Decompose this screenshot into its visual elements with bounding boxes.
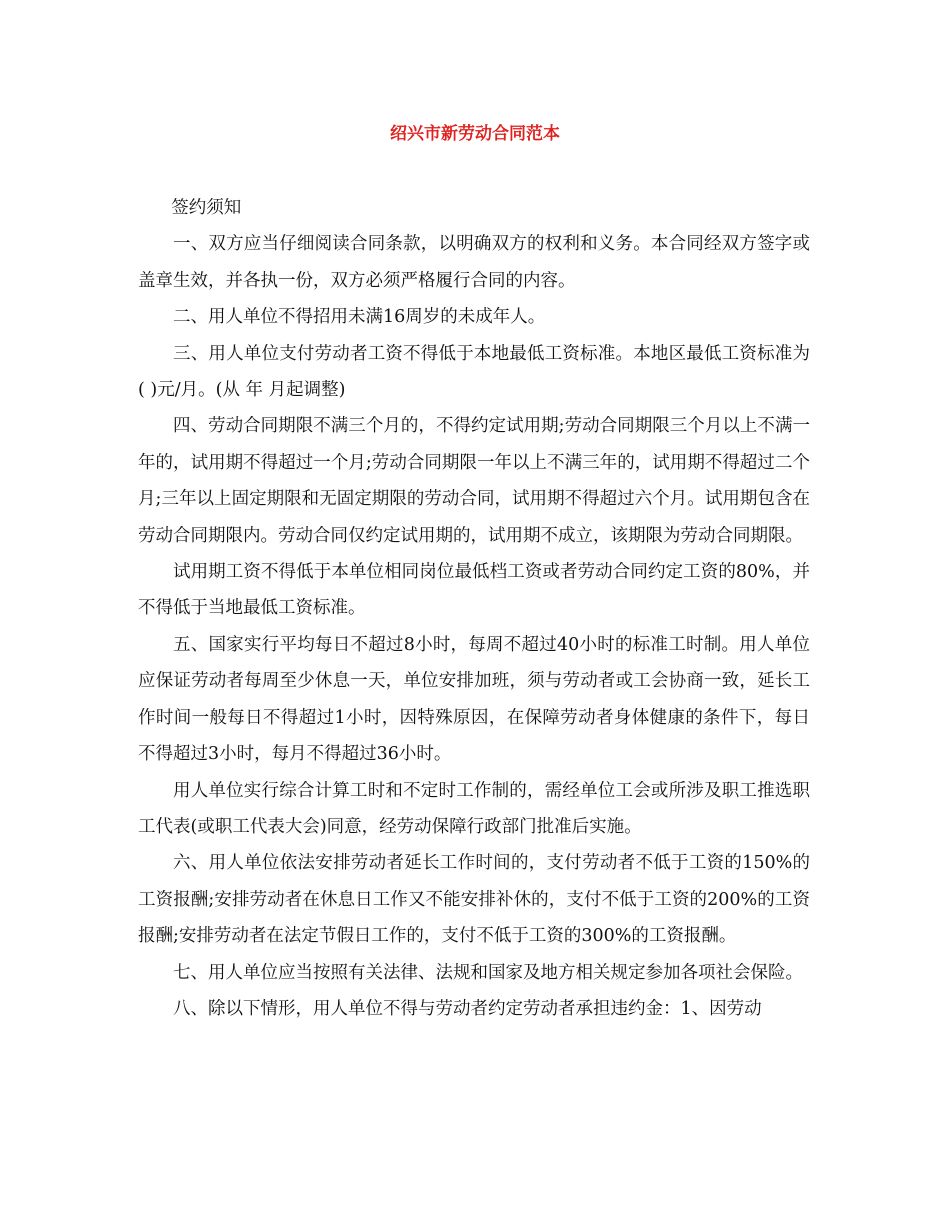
paragraph-3: 三、用人单位支付劳动者工资不得低于本地最低工资标准。本地区最低工资标准为 ( )元/月。(从 年 月起调整): [138, 343, 810, 401]
section-heading-signing-notice: 签约须知: [171, 198, 242, 218]
document-title: 绍兴市新劳动合同范本: [390, 124, 560, 144]
paragraph-1: 一、双方应当仔细阅读合同条款，以明确双方的权利和义务。本合同经双方签字或盖章生效，并各执一份，双方必须严格履行合同的内容。: [138, 234, 810, 291]
paragraph-5: 五、国家实行平均每日不超过8小时，每周不超过40小时的标准工时制。用人单位应保证劳动者每周至少休息一天，单位安排加班，须与劳动者或工会协商一致，延长工作时间一般每日不得超过1小时，因特殊原因，在保障劳动者身体健康的条件下，每日不得超过3小时，每月不得超过36小时。: [138, 634, 810, 765]
paragraph-4: 四、劳动合同期限不满三个月的，不得约定试用期;劳动合同期限三个月以上不满一年的，试用期不得超过一个月;劳动合同期限一年以上不满三年的，试用期不得超过二个月;三年以上固定期限和无固定期限的劳动合同，试用期不得超过六个月。试用期包含在劳动合同期限内。劳动合同仅约定试用期的，试用期不成立，该期限为劳动合同期限。: [138, 416, 810, 546]
paragraph-8: 八、除以下情形，用人单位不得与劳动者约定劳动者承担违约金：1、因劳动: [173, 998, 762, 1019]
paragraph-7: 七、用人单位应当按照有关法律、法规和国家及地方相关规定参加各项社会保险。: [173, 962, 803, 983]
paragraph-6: 六、用人单位依法安排劳动者延长工作时间的，支付劳动者不低于工资的150%的工资报酬;安排劳动者在休息日工作又不能安排补休的，支付不低于工资的200%的工资报酬;安排劳动者在法定节假日工作的，支付不低于工资的300%的工资报酬。: [138, 853, 810, 947]
paragraph-4-probation-wage: 试用期工资不得低于本单位相同岗位最低档工资或者劳动合同约定工资的80%，并不得低于当地最低工资标准。: [138, 562, 810, 619]
document-body: [138, 190, 810, 1027]
paragraph-5-flexible-hours: 用人单位实行综合计算工时和不定时工作制的，需经单位工会或所涉及职工推选职工代表(或职工代表大会)同意，经劳动保障行政部门批准后实施。: [138, 780, 810, 837]
paragraph-2: 二、用人单位不得招用未满16周岁的未成年人。: [173, 307, 546, 328]
